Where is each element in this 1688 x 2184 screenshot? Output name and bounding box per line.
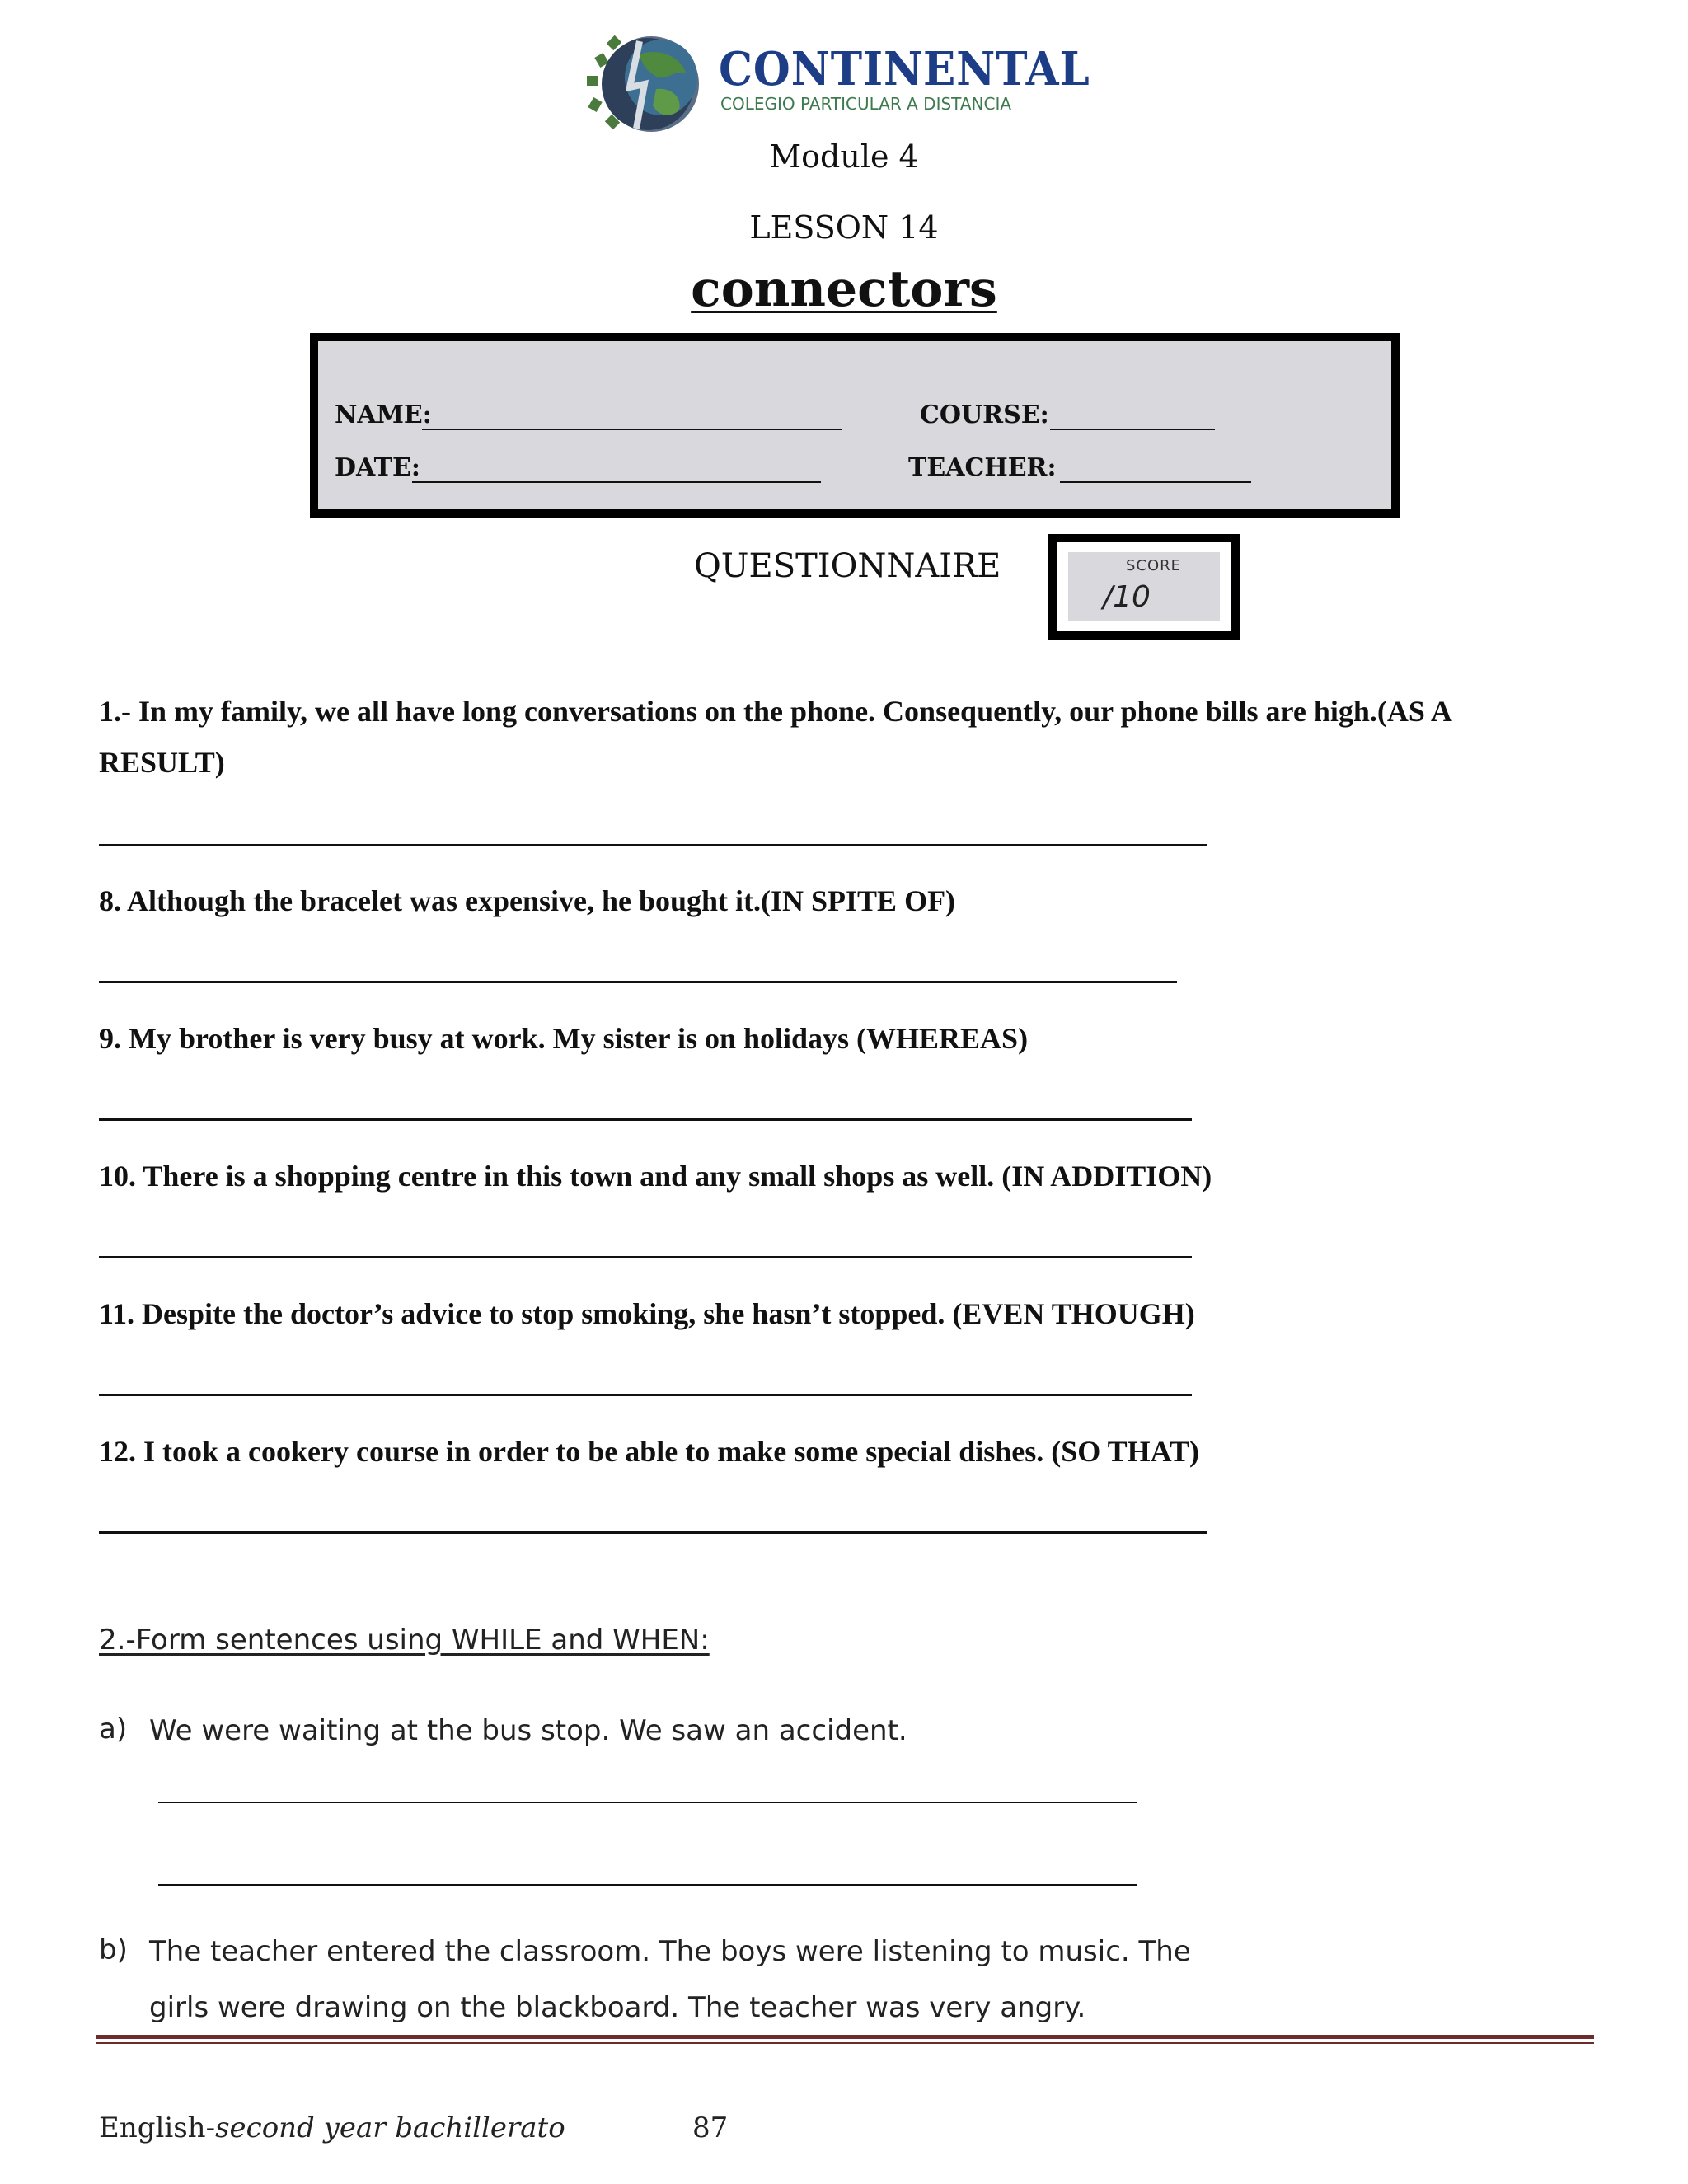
module-label: Module 4 bbox=[769, 138, 919, 175]
date-field[interactable] bbox=[412, 481, 821, 483]
course-label: COURSE: bbox=[920, 401, 1049, 429]
answer-line-10[interactable] bbox=[99, 1256, 1192, 1258]
question-9: 9. My brother is very busy at work. My sister is on holidays (WHEREAS) bbox=[99, 1022, 1029, 1055]
question-10: 10. There is a shopping centre in this town and any small shops as well. (IN ADDITION) bbox=[99, 1160, 1212, 1193]
question-1: 1.- In my family, we all have long conversations on the phone. Consequently, our phone bills are high.(AS A RESULT) bbox=[99, 695, 1451, 779]
teacher-field[interactable] bbox=[1060, 481, 1251, 483]
score-label: SCORE bbox=[1126, 557, 1182, 574]
page-number: 87 bbox=[692, 2111, 729, 2144]
footer-subject: English- bbox=[99, 2111, 216, 2144]
logo-title: CONTINENTAL bbox=[719, 42, 1090, 96]
question-12: 12. I took a cookery course in order to be able to make some special dishes. (SO THAT) bbox=[99, 1435, 1199, 1468]
footer-level: second year bachillerato bbox=[215, 2111, 565, 2144]
globe-gear-icon bbox=[582, 30, 714, 137]
item-a-answer-line-2[interactable] bbox=[158, 1884, 1137, 1886]
lesson-label: LESSON 14 bbox=[749, 209, 939, 246]
student-info-box bbox=[310, 333, 1400, 518]
answer-line-11[interactable] bbox=[99, 1394, 1192, 1396]
date-label: DATE: bbox=[335, 453, 420, 482]
footer-divider bbox=[96, 2035, 1594, 2039]
page-title: connectors bbox=[691, 260, 997, 318]
question-11: 11. Despite the doctor’s advice to stop smoking, she hasn’t stopped. (EVEN THOUGH) bbox=[99, 1297, 1195, 1330]
footer-course bbox=[99, 2111, 565, 2144]
item-b-text: The teacher entered the classroom. The boys were listening to music. The girls were drawing on the blackboard. The teacher was very angry. bbox=[149, 1935, 1191, 2024]
course-field[interactable] bbox=[1050, 429, 1215, 430]
score-box bbox=[1048, 534, 1240, 640]
footer-divider-thin bbox=[96, 2042, 1594, 2044]
logo-subtitle: COLEGIO PARTICULAR A DISTANCIA bbox=[720, 94, 1012, 114]
teacher-label: TEACHER: bbox=[908, 453, 1057, 482]
questionnaire-heading: QUESTIONNAIRE bbox=[694, 547, 1001, 585]
item-a-answer-line-1[interactable] bbox=[158, 1802, 1137, 1803]
answer-line-12[interactable] bbox=[99, 1531, 1207, 1534]
score-value: /10 bbox=[1103, 580, 1151, 614]
name-label: NAME: bbox=[335, 401, 432, 429]
item-b-letter: b) bbox=[99, 1933, 128, 1966]
answer-line-8[interactable] bbox=[99, 981, 1177, 983]
item-a-text: We were waiting at the bus stop. We saw an accident. bbox=[149, 1714, 907, 1747]
question-8: 8. Although the bracelet was expensive, he bought it.(IN SPITE OF) bbox=[99, 884, 956, 917]
section-2-title: 2.-Form sentences using WHILE and WHEN: bbox=[99, 1624, 710, 1657]
name-field[interactable] bbox=[422, 429, 842, 430]
item-a-letter: a) bbox=[99, 1713, 128, 1746]
answer-line-9[interactable] bbox=[99, 1118, 1192, 1121]
school-logo bbox=[582, 30, 1090, 137]
answer-line-1[interactable] bbox=[99, 844, 1207, 846]
